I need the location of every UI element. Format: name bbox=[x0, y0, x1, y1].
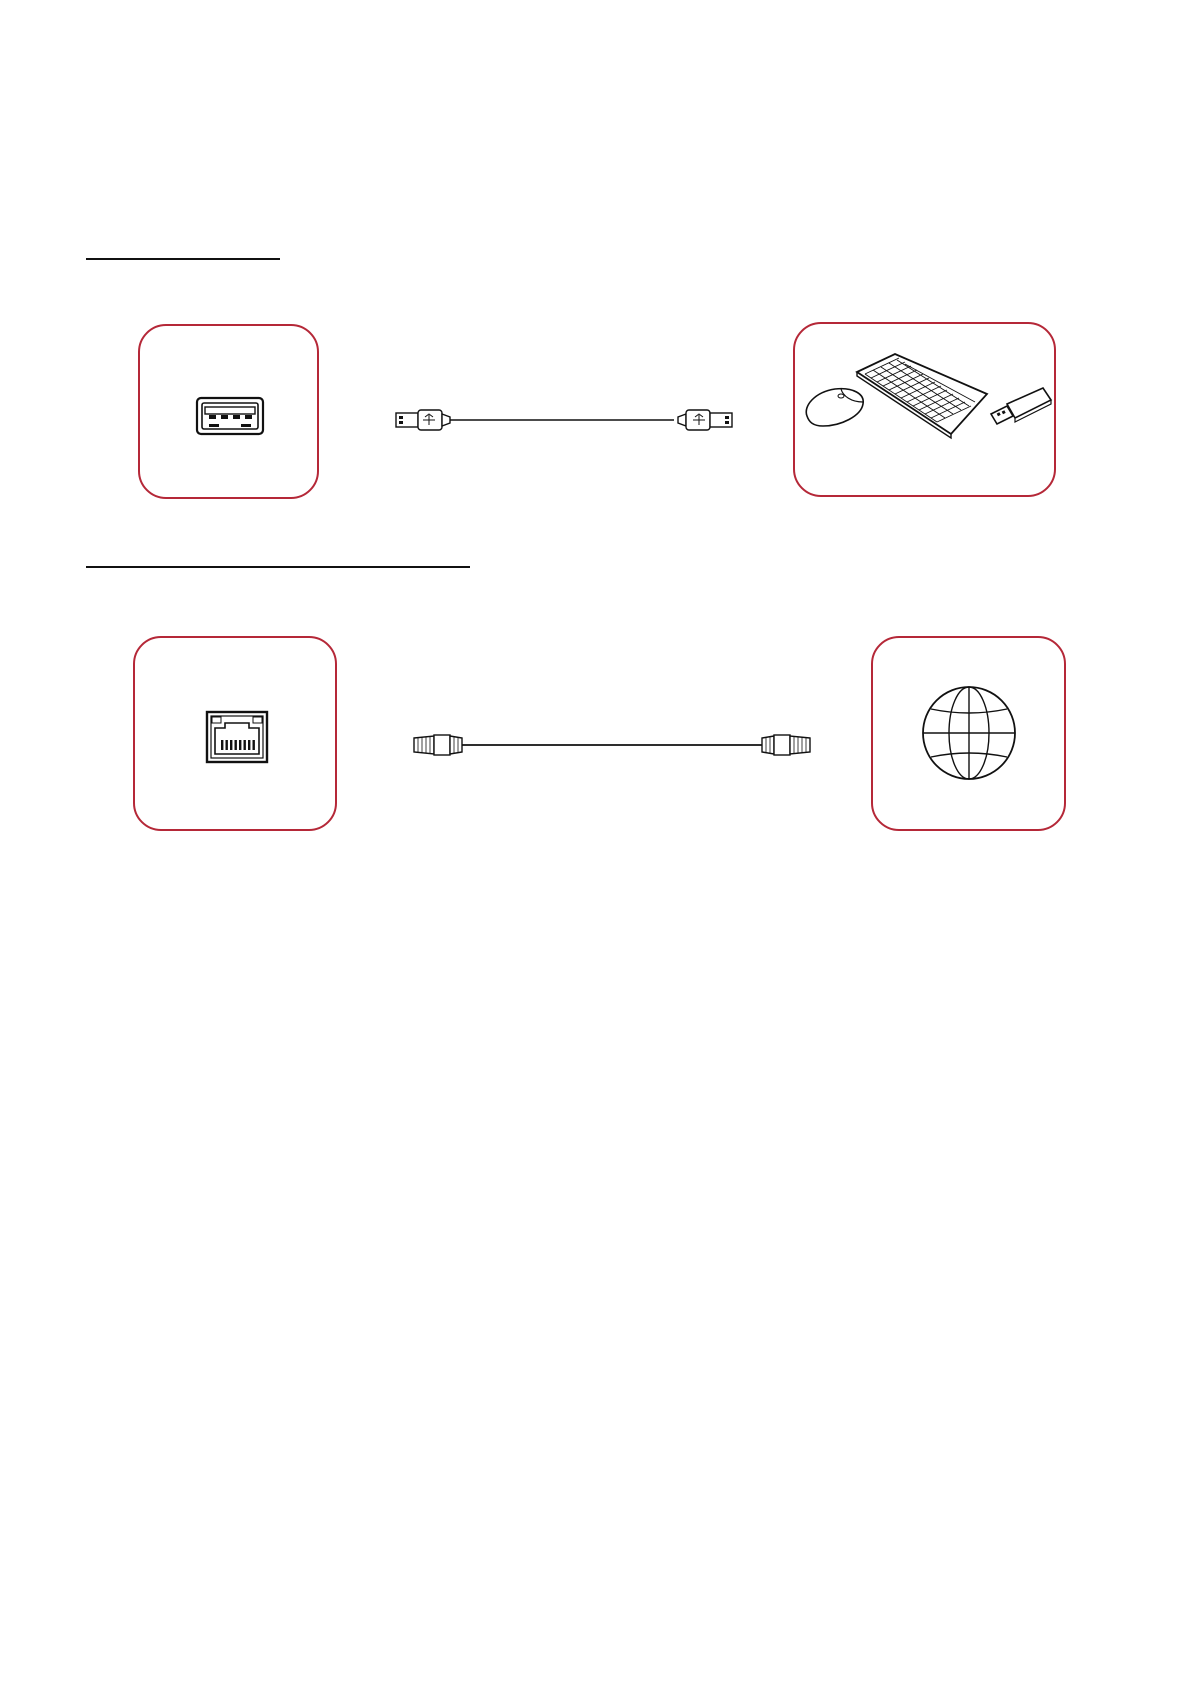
internet-box bbox=[871, 636, 1066, 831]
lan-section-heading bbox=[86, 566, 470, 568]
usb-flash-drive-icon bbox=[985, 384, 1055, 434]
rj45-port-icon bbox=[205, 710, 269, 764]
globe-icon bbox=[921, 685, 1017, 781]
usb-peripherals-box bbox=[793, 322, 1056, 497]
usb-port-box bbox=[138, 324, 319, 499]
keyboard-icon bbox=[851, 350, 991, 440]
rj45-port-box bbox=[133, 636, 337, 831]
usb-cable-icon bbox=[394, 405, 734, 435]
usb-section-heading bbox=[86, 258, 280, 260]
usb-port-icon bbox=[195, 396, 265, 438]
ethernet-cable-icon bbox=[412, 730, 812, 760]
